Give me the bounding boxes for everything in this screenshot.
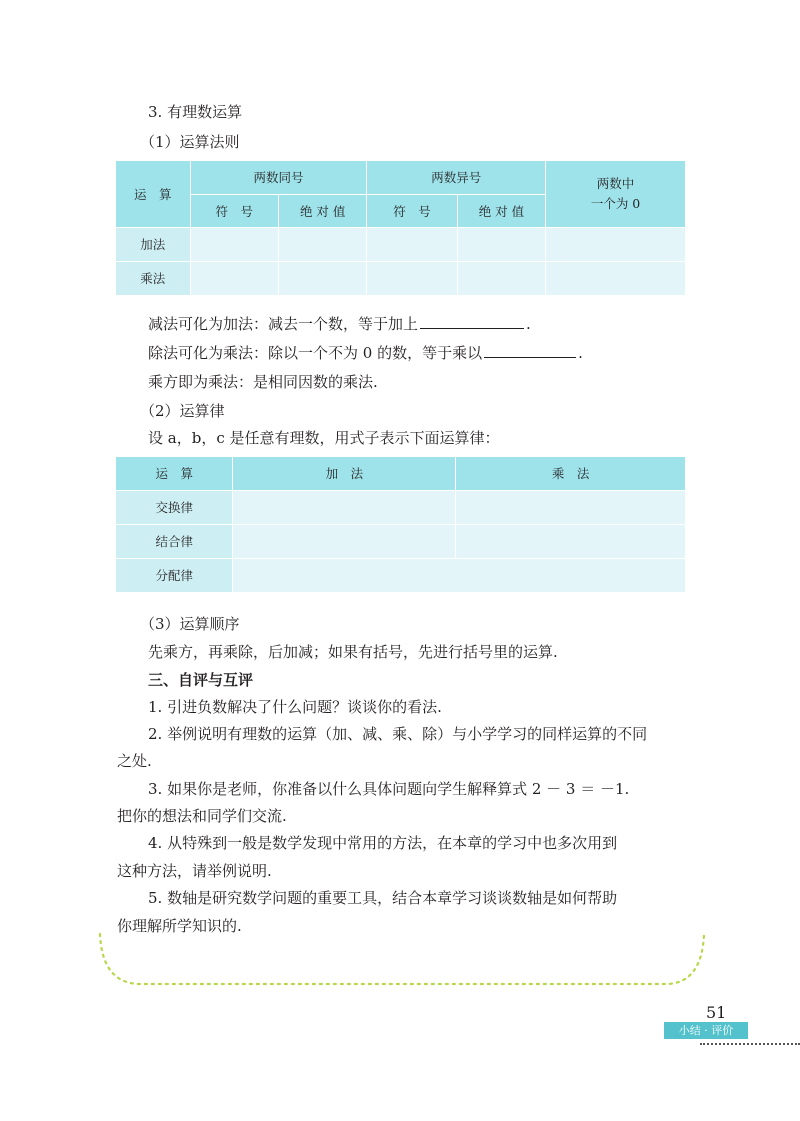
subsection-title: （2）运算律 [140,402,225,420]
table-row [116,490,686,524]
table-header-abs: 绝 对 值 [279,194,367,227]
subsection-title: （1）运算法则 [140,133,240,151]
question-2-cont: 之处. [117,752,152,770]
rule-division [148,343,583,363]
chapter-tag: 小结 · 评价 [664,1022,748,1039]
rule-power: 乘方即为乘法：是相同因数的乘法. [148,373,378,391]
question-4: 4. 从特殊到一般是数学发现中常用的方法，在本章的学习中也多次用到 [148,834,618,852]
row-label-mul: 乘法 [116,261,190,295]
rule-subtraction-text: 减法可化为加法：减去一个数，等于加上 [148,315,419,333]
row-label-add: 加法 [116,227,190,261]
laws-intro: 设 a，b，c 是任意有理数，用式子表示下面运算律： [148,429,500,447]
table-header-zero [546,161,686,227]
table-header-op: 运 算 [116,161,190,227]
table-header-mul: 乘 法 [456,457,686,490]
section-title: 3. 有理数运算 [148,103,243,121]
rule-division-text: 除法可化为乘法：除以一个不为 0 的数，等于乘以 [148,344,483,362]
table-header-add: 加 法 [233,457,456,490]
rule-subtraction [148,314,531,334]
order-text: 先乘方，再乘除，后加减；如果有括号，先进行括号里的运算. [148,643,558,661]
row-label-associative: 结合律 [116,524,233,558]
footer-dots-decoration [700,1043,800,1047]
zero-line-1: 两数中 [596,175,635,191]
table-row [116,227,686,261]
question-5-cont: 你理解所学知识的. [117,917,242,935]
table-row [116,261,686,295]
row-label-distributive: 分配律 [116,558,233,592]
table-header-sign: 符 号 [190,194,278,227]
subsection-title: （3）运算顺序 [140,615,240,633]
operation-rules-table [116,161,686,296]
operation-laws-table [116,457,686,593]
table-row [116,524,686,558]
dotted-frame-decoration [98,930,708,990]
answer-blank[interactable] [420,314,524,329]
row-label-commutative: 交换律 [116,490,233,524]
table-header-op: 运 算 [116,457,233,490]
table-header-sign: 符 号 [367,194,457,227]
question-5: 5. 数轴是研究数学问题的重要工具，结合本章学习谈谈数轴是如何帮助 [148,889,618,907]
page-number: 51 [706,1003,727,1022]
table-row [116,558,686,592]
zero-line-2: 一个为 0 [590,195,641,211]
table-header-abs: 绝 对 值 [457,194,545,227]
period: . [526,315,531,333]
question-4-cont: 这种方法，请举例说明. [117,862,272,880]
period: . [578,344,583,362]
table-header-same-sign: 两数同号 [190,161,367,194]
answer-blank[interactable] [484,343,576,358]
question-3-cont: 把你的想法和同学们交流. [117,807,287,825]
question-2: 2. 举例说明有理数的运算（加、减、乘、除）与小学学习的同样运算的不同 [148,725,648,743]
question-3: 3. 如果你是老师，你准备以什么具体问题向学生解释算式 2 － 3 ＝ －1. [148,780,630,798]
question-1: 1. 引进负数解决了什么问题？谈谈你的看法. [148,698,442,716]
review-title: 三、自评与互评 [148,671,254,689]
table-header-diff-sign: 两数异号 [367,161,546,194]
